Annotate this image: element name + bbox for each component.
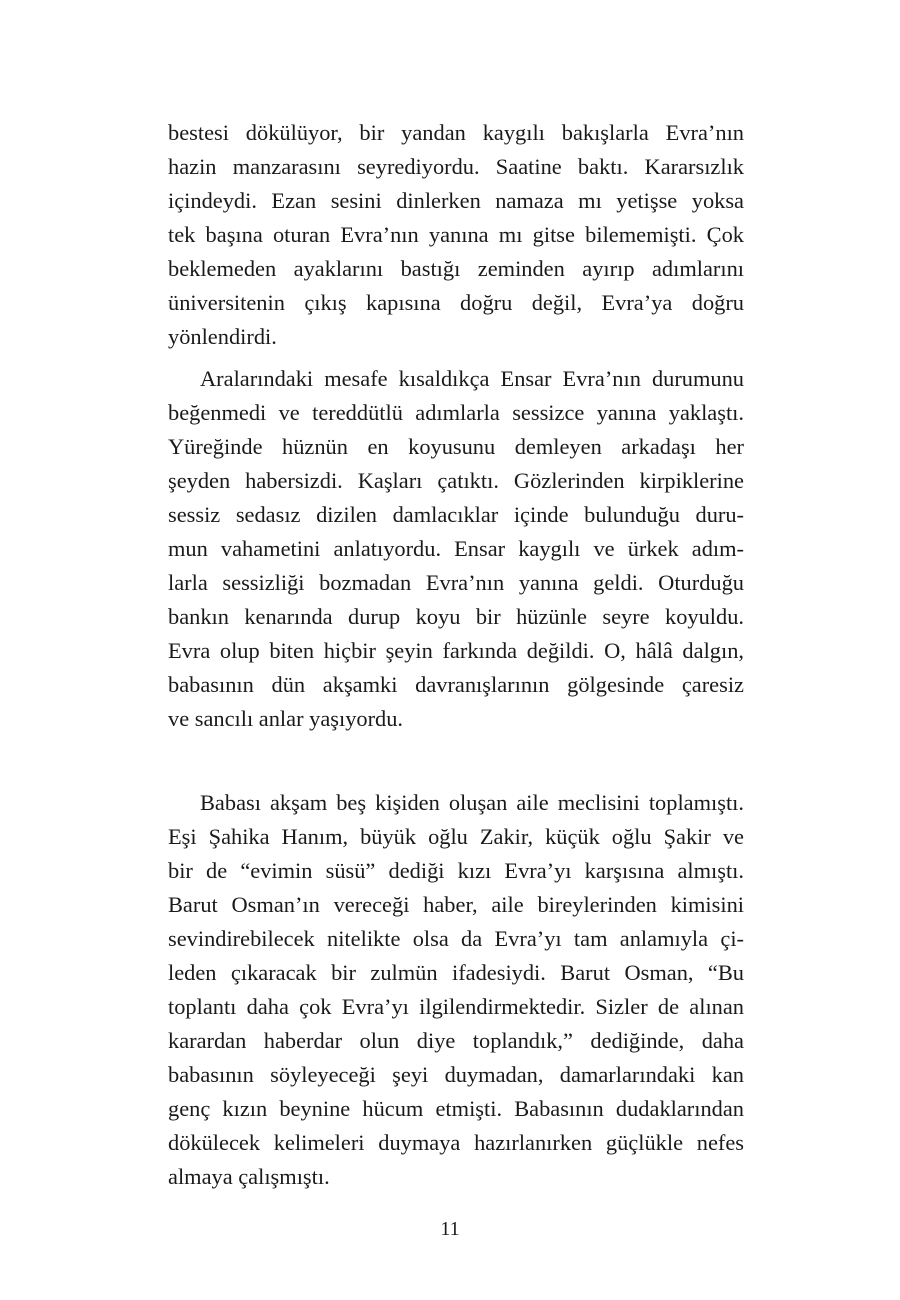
text-line: sevindirebilecek nitelikte olsa da Evra’yı tam anlamıyla çi- [168,926,744,951]
paragraph-2 [168,362,744,736]
text-line: karardan haberdar olun diye toplandık,” dediğinde, daha [168,1028,744,1053]
text-line: almaya çalışmıştı. [168,1164,330,1189]
text-line: içindeydi. Ezan sesini dinlerken namaza mı yetişse yoksa [168,188,744,213]
text-line: beğenmedi ve tereddütlü adımlarla sessizce yanına yaklaştı. [168,400,744,425]
paragraph-3 [168,786,744,1194]
text-line: beklemeden ayaklarını bastığı zeminden ayırıp adımlarını [168,256,744,281]
text-line: üniversitenin çıkış kapısına doğru değil, Evra’ya doğru [168,290,744,315]
page-number: 11 [440,1218,460,1240]
text-line: mun vahametini anlatıyordu. Ensar kaygılı ve ürkek adım- [168,536,744,561]
text-line: genç kızın beynine hücum etmişti. Babasının dudaklarından [168,1096,744,1121]
text-line: Yüreğinde hüznün en koyusunu demleyen arkadaşı her [168,434,744,459]
text-line: babasının dün akşamki davranışlarının gölgesinde çaresiz [168,672,744,697]
text-line: hazin manzarasını seyrediyordu. Saatine baktı. Kararsızlık [168,154,744,179]
text-line: Aralarındaki mesafe kısaldıkça Ensar Evra’nın durumunu [200,366,744,391]
paragraph-1 [168,116,744,354]
text-line: babasının söyleyeceği şeyi duymadan, damarlarındaki kan [168,1062,744,1087]
text-line: Barut Osman’ın vereceği haber, aile bireylerinden kimisini [168,892,744,917]
book-page [168,116,744,1194]
text-line: sessiz sedasız dizilen damlacıklar içinde bulunduğu duru- [168,502,744,527]
text-line: toplantı daha çok Evra’yı ilgilendirmektedir. Sizler de alınan [168,994,744,1019]
text-line: bankın kenarında durup koyu bir hüzünle seyre koyuldu. [168,604,744,629]
text-line: bir de “evimin süsü” dediği kızı Evra’yı karşısına almıştı. [168,858,744,883]
text-line: bestesi dökülüyor, bir yandan kaygılı bakışlarla Evra’nın [168,120,744,145]
text-line: larla sessizliği bozmadan Evra’nın yanına geldi. Oturduğu [168,570,744,595]
text-line: Evra olup biten hiçbir şeyin farkında değildi. O, hâlâ dalgın, [168,638,744,663]
text-line: dökülecek kelimeleri duymaya hazırlanırken güçlükle nefes [168,1130,744,1155]
text-line: leden çıkaracak bir zulmün ifadesiydi. Barut Osman, “Bu [168,960,744,985]
text-line: yönlendirdi. [168,324,277,349]
text-line: ve sancılı anlar yaşıyordu. [168,706,404,731]
text-line: Babası akşam beş kişiden oluşan aile meclisini toplamıştı. [200,790,744,815]
text-line: şeyden habersizdi. Kaşları çatıktı. Gözlerinden kirpiklerine [168,468,744,493]
text-line: tek başına oturan Evra’nın yanına mı gitse bilememişti. Çok [168,222,744,247]
text-line: Eşi Şahika Hanım, büyük oğlu Zakir, küçük oğlu Şakir ve [168,824,744,849]
